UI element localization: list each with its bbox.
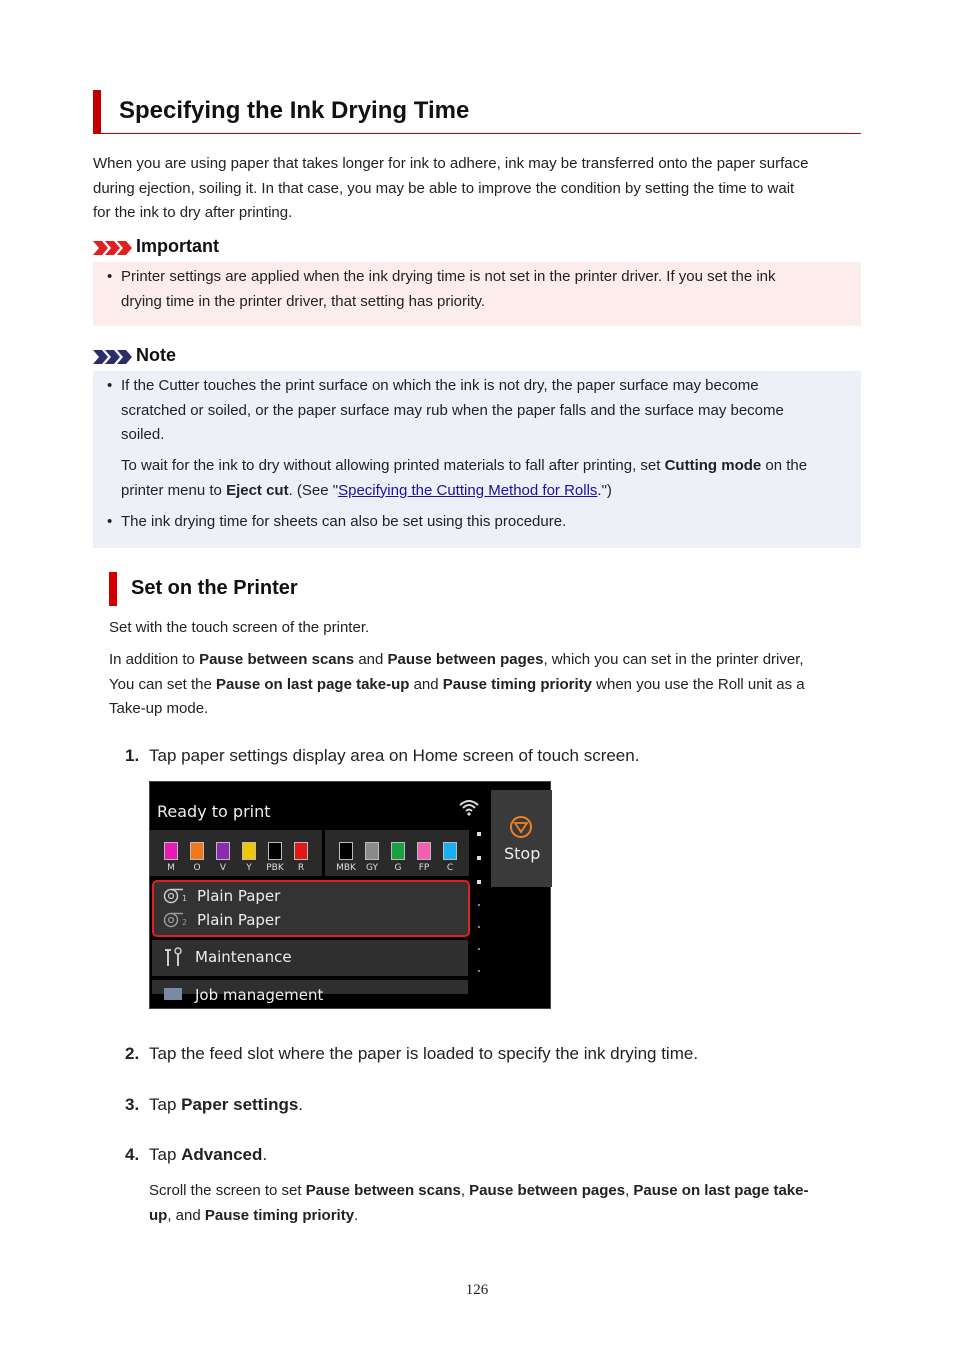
job-management-label: Job management xyxy=(195,986,324,1004)
title-underline xyxy=(93,133,861,134)
bold-term: up xyxy=(149,1206,168,1224)
section-line xyxy=(109,673,869,698)
ink-swatch xyxy=(391,842,405,860)
step-text: Tap xyxy=(149,1145,182,1164)
step-number: 4. xyxy=(125,1145,140,1164)
text-run: printer menu to xyxy=(121,481,227,499)
bold-term: Advanced xyxy=(181,1145,263,1164)
step-2 xyxy=(125,1044,699,1064)
section-paragraph xyxy=(109,648,869,722)
ink-swatch xyxy=(443,842,457,860)
bold-term: Pause between pages xyxy=(387,651,544,668)
intro-line: When you are using paper that takes longer for ink to adhere, ink may be transferred onto the paper surface xyxy=(93,155,809,172)
bold-term: Pause between scans xyxy=(305,1182,461,1199)
section-line xyxy=(109,648,869,673)
maintenance-button[interactable] xyxy=(152,940,468,976)
roll-2-icon xyxy=(163,912,189,928)
text-run: . (See " xyxy=(288,481,339,499)
step-1 xyxy=(125,746,640,766)
step-number: 3. xyxy=(125,1095,140,1114)
step-text: Tap the feed slot where the paper is loaded to specify the ink drying time. xyxy=(149,1044,699,1063)
text-run: . xyxy=(354,1206,359,1224)
ink-label: Y xyxy=(246,863,252,873)
text-run: and xyxy=(354,651,388,668)
job-icon xyxy=(164,988,182,1000)
svg-text:2: 2 xyxy=(182,918,188,927)
bold-term: Eject cut xyxy=(226,481,289,499)
title-accent-bar xyxy=(93,90,101,133)
ink-label: C xyxy=(446,863,454,873)
text-run: You can set the xyxy=(109,675,217,693)
ink-swatch xyxy=(164,842,178,860)
important-box xyxy=(93,262,861,326)
note-line: soiled. xyxy=(121,426,165,443)
cutting-method-link[interactable]: Specifying the Cutting Method for Rolls xyxy=(338,481,598,499)
status-text: Ready to print xyxy=(157,802,271,821)
bold-term: Paper settings xyxy=(181,1095,299,1114)
text-run: , xyxy=(625,1182,634,1199)
ink-swatch xyxy=(417,842,431,860)
maintenance-label: Maintenance xyxy=(195,948,292,966)
bold-term: Cutting mode xyxy=(664,457,762,474)
step-text: Tap paper settings display area on Home screen of touch screen. xyxy=(149,746,640,765)
important-line: Printer settings are applied when the ink drying time is not set in the printer driver. If you set the ink xyxy=(121,268,776,285)
intro-paragraph xyxy=(93,152,863,226)
ink-swatch xyxy=(242,842,256,860)
text-run: on the xyxy=(761,457,808,474)
paper-settings-area[interactable] xyxy=(152,880,470,937)
text-run: when you use the Roll unit as a xyxy=(592,675,805,693)
text-run: , xyxy=(460,1182,470,1199)
ink-swatch xyxy=(294,842,308,860)
wifi-icon xyxy=(458,798,480,818)
roll-1-icon xyxy=(163,888,189,904)
step-text: Tap xyxy=(149,1095,182,1114)
text-run: In addition to xyxy=(109,651,200,668)
text-run: Scroll the screen to set xyxy=(149,1182,306,1199)
job-management-button[interactable] xyxy=(152,980,468,1004)
bold-term: Pause between pages xyxy=(469,1182,626,1199)
text-run: , which you can set in the printer driver, xyxy=(543,651,804,668)
ink-swatch xyxy=(339,842,353,860)
wrench-icon xyxy=(163,946,185,968)
ink-label: GY xyxy=(365,863,379,873)
ink-label: G xyxy=(394,863,402,873)
stop-label: Stop xyxy=(504,844,541,863)
detail-line xyxy=(149,1179,809,1204)
ink-label: V xyxy=(219,863,227,873)
step-number: 1. xyxy=(125,746,140,765)
note-paragraph-eject xyxy=(121,454,807,503)
bold-term: Pause between scans xyxy=(199,651,355,668)
paper-roll-2: Plain Paper xyxy=(197,911,281,929)
section-line: Take-up mode. xyxy=(109,700,209,717)
ink-label: R xyxy=(297,863,305,873)
note-line: scratched or soiled, or the paper surface may rub when the paper falls and the surface may become xyxy=(121,401,784,419)
section-intro: Set with the touch screen of the printer. xyxy=(109,619,370,636)
ink-swatch xyxy=(365,842,379,860)
note-line xyxy=(121,479,807,504)
intro-line: for the ink to dry after printing. xyxy=(93,204,293,221)
page-title: Specifying the Ink Drying Time xyxy=(119,97,470,124)
important-arrows-icon xyxy=(93,239,133,257)
ink-label: M xyxy=(167,863,175,873)
note-box xyxy=(93,371,861,548)
svg-text:1: 1 xyxy=(182,894,188,903)
text-run: .") xyxy=(597,481,612,499)
ink-panel-right[interactable] xyxy=(325,830,469,876)
detail-line xyxy=(149,1204,809,1229)
step-3 xyxy=(125,1095,304,1115)
important-line: drying time in the printer driver, that setting has priority. xyxy=(121,292,486,310)
step-number: 2. xyxy=(125,1044,140,1063)
bold-term: Pause timing priority xyxy=(442,675,592,693)
step-text: . xyxy=(262,1145,268,1164)
ink-label: MBK xyxy=(336,863,356,873)
text-run: To wait for the ink to dry without allowing printed materials to fall after printing, set xyxy=(121,457,665,474)
note-line: The ink drying time for sheets can also be set using this procedure. xyxy=(121,513,567,530)
touch-screen-image xyxy=(149,781,551,1009)
bold-term: Pause timing priority xyxy=(204,1206,355,1224)
ink-label: FP xyxy=(418,863,430,873)
note-bullet-sheets: • The ink drying time for sheets can also be set using this procedure. xyxy=(121,510,566,535)
ink-label: PBK xyxy=(266,863,284,873)
bold-term: Pause on last page take- xyxy=(633,1182,809,1199)
text-run: , and xyxy=(167,1206,205,1224)
ink-panel-left[interactable] xyxy=(150,830,322,876)
ink-swatch xyxy=(268,842,282,860)
step-text: . xyxy=(298,1095,304,1114)
section-title: Set on the Printer xyxy=(131,577,298,599)
important-label: Important xyxy=(136,236,219,256)
note-bullet-cutter: • If the Cutter touches the print surface on which the ink is not dry, the paper surface may become scratched or soiled, or the paper surface may rub when the paper falls and the surface may become soiled. xyxy=(121,374,784,448)
important-bullet: • Printer settings are applied when the ink drying time is not set in the printer driver. If you set the ink drying time in the printer driver, that setting has priority. xyxy=(121,265,776,314)
note-label: Note xyxy=(136,345,176,365)
step-4-detail xyxy=(149,1179,809,1228)
text-run: and xyxy=(409,675,443,693)
ink-swatch xyxy=(216,842,230,860)
ink-label: O xyxy=(193,863,201,873)
note-line: If the Cutter touches the print surface on which the ink is not dry, the paper surface may become xyxy=(121,377,759,394)
note-line xyxy=(121,454,807,479)
ink-swatch xyxy=(190,842,204,860)
scroll-indicator xyxy=(476,830,484,1030)
note-arrows-icon xyxy=(93,348,133,366)
page-number: 126 xyxy=(465,1282,489,1298)
paper-roll-1: Plain Paper xyxy=(197,887,281,905)
bold-term: Pause on last page take-up xyxy=(216,675,410,693)
stop-button[interactable] xyxy=(491,790,552,887)
step-4 xyxy=(125,1145,268,1165)
section-accent-bar xyxy=(109,572,117,606)
stop-icon xyxy=(509,815,533,839)
intro-line: during ejection, soiling it. In that case, you may be able to improve the condition by setting the time to wait xyxy=(93,179,795,197)
